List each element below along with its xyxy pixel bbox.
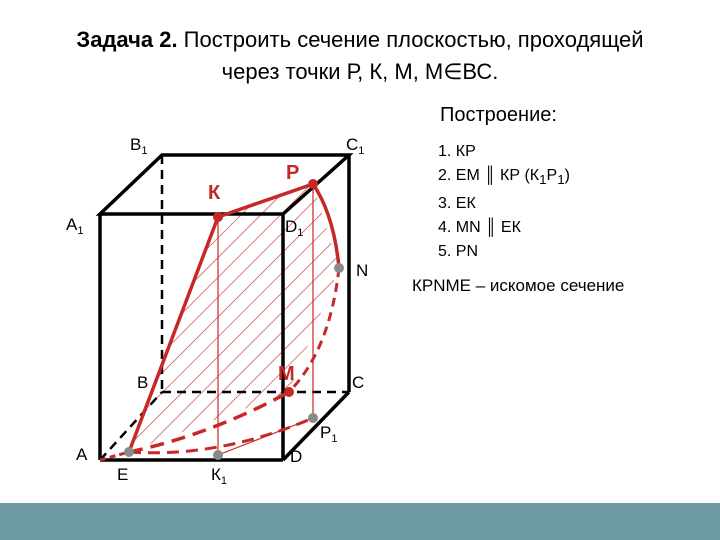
footer-bar: [0, 503, 720, 540]
label-A1: $А_1$: [66, 215, 84, 237]
point-E: [124, 447, 134, 457]
step-1: 1. КР: [438, 143, 476, 160]
label-B: В: [137, 373, 149, 392]
section-hatch: [129, 184, 339, 452]
label-M: М: [278, 363, 295, 385]
point-M: [284, 387, 294, 397]
label-A: А: [76, 445, 88, 464]
step-5: 5. РN: [438, 243, 479, 261]
label-E: Е: [117, 465, 129, 484]
point-N: [334, 263, 344, 273]
result-text: КРNМЕ – искомое сечение: [412, 276, 625, 295]
point-P: [308, 179, 318, 189]
step-3: 3. ЕК: [438, 195, 476, 213]
label-N: N: [356, 261, 369, 280]
label-C1: $С_1$: [346, 135, 365, 157]
label-B1: $В_1$: [130, 135, 148, 157]
point-K1: [213, 450, 223, 460]
label-K1: $К_1$: [211, 465, 228, 487]
label-K: К: [208, 182, 221, 204]
title-line-2: через точки Р, К, М, М∈ВС.: [221, 59, 499, 84]
point-P1: [308, 413, 318, 423]
label-D1: $D_1$: [285, 217, 304, 239]
label-P1: $Р_1$: [320, 423, 338, 445]
task-number: Задача 2.: [76, 27, 178, 52]
label-C: С: [352, 373, 365, 392]
step-2: 2. ЕМ ║ КР $(К_1Р_1)$: [438, 167, 570, 188]
label-P: Р: [286, 162, 300, 184]
label-D: D: [290, 447, 303, 466]
point-K: [213, 212, 223, 222]
task-text: Построить сечение плоскостью, проходящей: [177, 27, 644, 52]
construction-heading: Построение:: [440, 104, 557, 126]
step-4: 4. MN ║ ЕК: [438, 219, 521, 237]
